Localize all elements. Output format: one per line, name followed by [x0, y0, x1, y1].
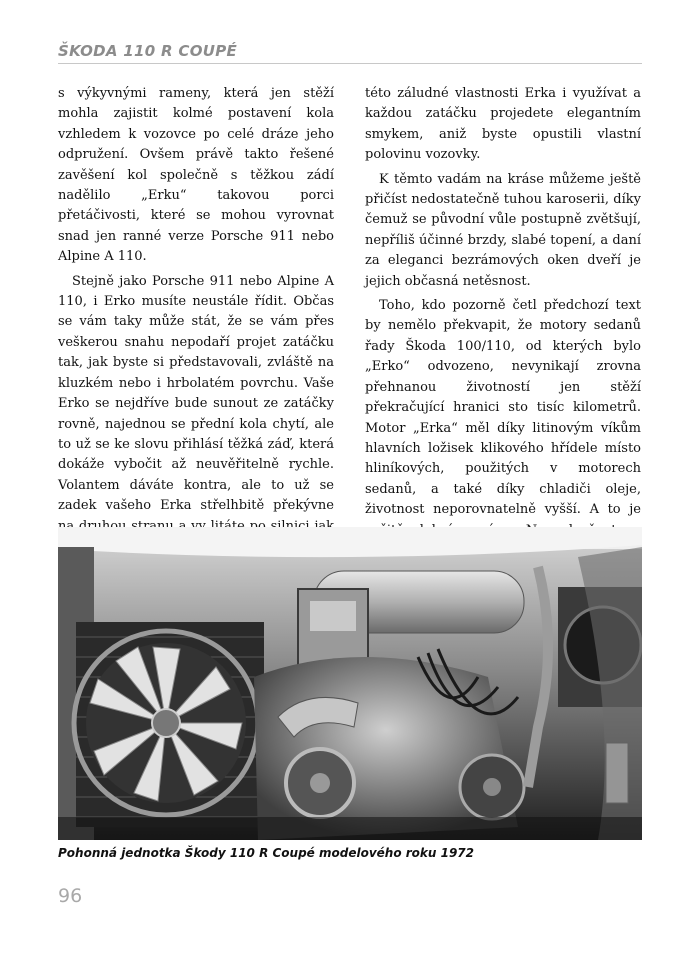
paragraph: Toho, kdo pozorně četl předchozí text by nemělo překvapit, že motory sedanů řady Škoda 100/110, od kterých bylo „Erko“ odvozeno, nevynikají zrovna přehnanou životností jen stěží překračující hranici sto tisíc kilometrů. Motor „Erka“ měl díky litinovým víkům hlavních ložisek klikového hřídele místo hliníkových, použitých v motorech sedanů, a také díky chladiči oleje, životnost neporovnatelně vyšší. A to je [365, 298, 641, 518]
running-head-title: ŠKODA 110 R COUPÉ [58, 42, 238, 60]
page-number: 96 [58, 885, 83, 907]
paragraph: Stejně jako Porsche 911 nebo Alpine A 110, i Erko musíte neustále řídit. Občas se vám taky může stát, že se vám přes veškerou snahu nepodaří projet zatáčku tak, jak byste si představovali, zvláště na kluzkém nebo i hrbolatém povrchu. Vaše Erko se nejdříve bude sunout ze zatáčky rovně, najednou se přední kola chytí, ale to už se ke slovu přihlásí těžká záď, která dokáže vybočit až neuvěřitelně rychle. Volantem dáváte kontra, ale to už se zadek vašeho Erka střelhbitě překývne [58, 273, 334, 514]
paragraph: této záludné vlastnosti Erka i využívat a každou zatáčku projedete elegantním smykem, aniž byste opustili vlastní polovinu vozovky. [365, 86, 641, 163]
engine-bay-photo [58, 527, 642, 840]
figure-caption: Pohonná jednotka Škody 110 R Coupé modelového roku 1972 [58, 846, 475, 860]
paragraph: s výkyvnými rameny, která jen stěží mohla zajistit kolmé postavení kola vzhledem k vozovce po celé dráze jeho odpružení. Ovšem právě takto řešené zavěšení kol společně s těžkou zádí nadělilo „Erku“ takovou porci přetáčivosti, které se mohou vyrovnat snad jen ranné verze Porsche 911 nebo Alpine A 110. [58, 86, 334, 265]
paragraph: K těmto vadám na kráse můžeme ještě přičíst nedostatečně tuhou karoserii, díky čemuž se původní vůle postupně zvětšují, nepříliš účinné brzdy, slabé topení, a daní za eleganci bezrámových oken dveří je jejich občasná netěsnost. [365, 171, 641, 289]
header-rule [58, 63, 642, 64]
